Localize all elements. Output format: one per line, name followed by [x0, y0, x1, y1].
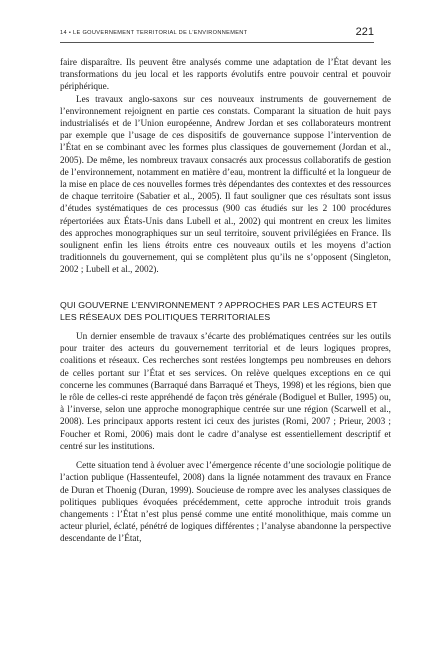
paragraph-continued: faire disparaître. Ils peuvent être analysés comme une adaptation de l’État devant les transformations du jeu local et les rapports évolutifs entre pouvoir central et pouvoir périphérique. — [60, 58, 391, 93]
header-rule — [60, 42, 374, 43]
running-title: 14 • LE GOUVERNEMENT TERRITORIAL DE L’ENVIRONNEMENT — [60, 30, 248, 36]
running-header — [60, 26, 374, 40]
page-number: 221 — [355, 26, 374, 38]
body-text — [60, 57, 391, 546]
section-heading: QUI GOUVERNE L’ENVIRONNEMENT ? APPROCHES PAR LES ACTEURS ET LES RÉSEAUX DES POLITIQUES TERRITORIALES — [60, 299, 378, 322]
paragraph: Les travaux anglo-saxons sur ces nouveaux instruments de gouvernement de l’environnement rejoignent en partie ces constats. Comparant la situation de huit pays industrialisés et de l’Union européenne, Andrew Jordan et ses collaborateurs montrent par exemple que l’usage de ces dispositifs de gouvernance suppose l’intervention de l’État en se combinant avec les formes plus classiques de gouvernement (Jordan et al., 2005). De même, les nombreux travaux consacrés aux processus collaboratifs de gestion de l’environnement, notamment en matière d’eau, montrent la difficulté et la longueur de la mise en place de ces nouvelles formes très dépendantes des contextes et des ressources de chaque territoire (Sabatier et al., 2005). Il faut souligner que ces résultats sont issus d’études systématiques de ces processus (900 cas étudiés sur les 2 100 procédures répertoriées aux États-Unis dans Lubell et al., 2002) qui montrent en creux les limites des approches monographiques sur un seul territoire, souvent privilégiées en France. Ils soulignent enfin les liens étroits entre ces nouveaux outils et les moyens d’action traditionnels du gouvernement, qui se complètent plus qu’ils ne s’opposent (Singleton, 2002 ; Lubell et al., 2002). — [60, 94, 391, 276]
paragraph: Un dernier ensemble de travaux s’écarte des problématiques centrées sur les outils pour traiter des acteurs du gouvernement territorial et de leurs logiques propres, coalitions et réseaux. Ces recherches sont restées longtemps peu nombreuses en dehors de celles portant sur l’État et ses services. On relève quelques exceptions en ce qui concerne les communes (Barraqué dans Barraqué et Theys, 1998) et les régions, bien que le rôle de celles-ci reste appréhendé de façon très générale (Bodiguel et Buller, 1995) ou, à l’inverse, selon une approche monographique centrée sur une région (Scarwell et al., 2008). Les principaux apports restent ici ceux des juristes (Romi, 2007 ; Prieur, 2003 ; Foucher et Romi, 2006) mais dont le cadre d’analyse est essentiellement descriptif et centré sur les institutions. — [60, 332, 391, 452]
paragraph: Cette situation tend à évoluer avec l’émergence récente d’une sociologie politique de l’action publique (Hassenteufel, 2008) dans la lignée notamment des travaux en France de Duran et Thoenig (Duran, 1999). Soucieuse de rompre avec les analyses classiques de politiques publiques évoquées précédemment, cette approche introduit trois grands changements : l’État n’est plus pensé comme une entité monolithique, mais comme un acteur pluriel, éclaté, pénétré de logiques différentes ; l’analyse abandonne la perspective descendante de l’État, — [60, 461, 391, 545]
